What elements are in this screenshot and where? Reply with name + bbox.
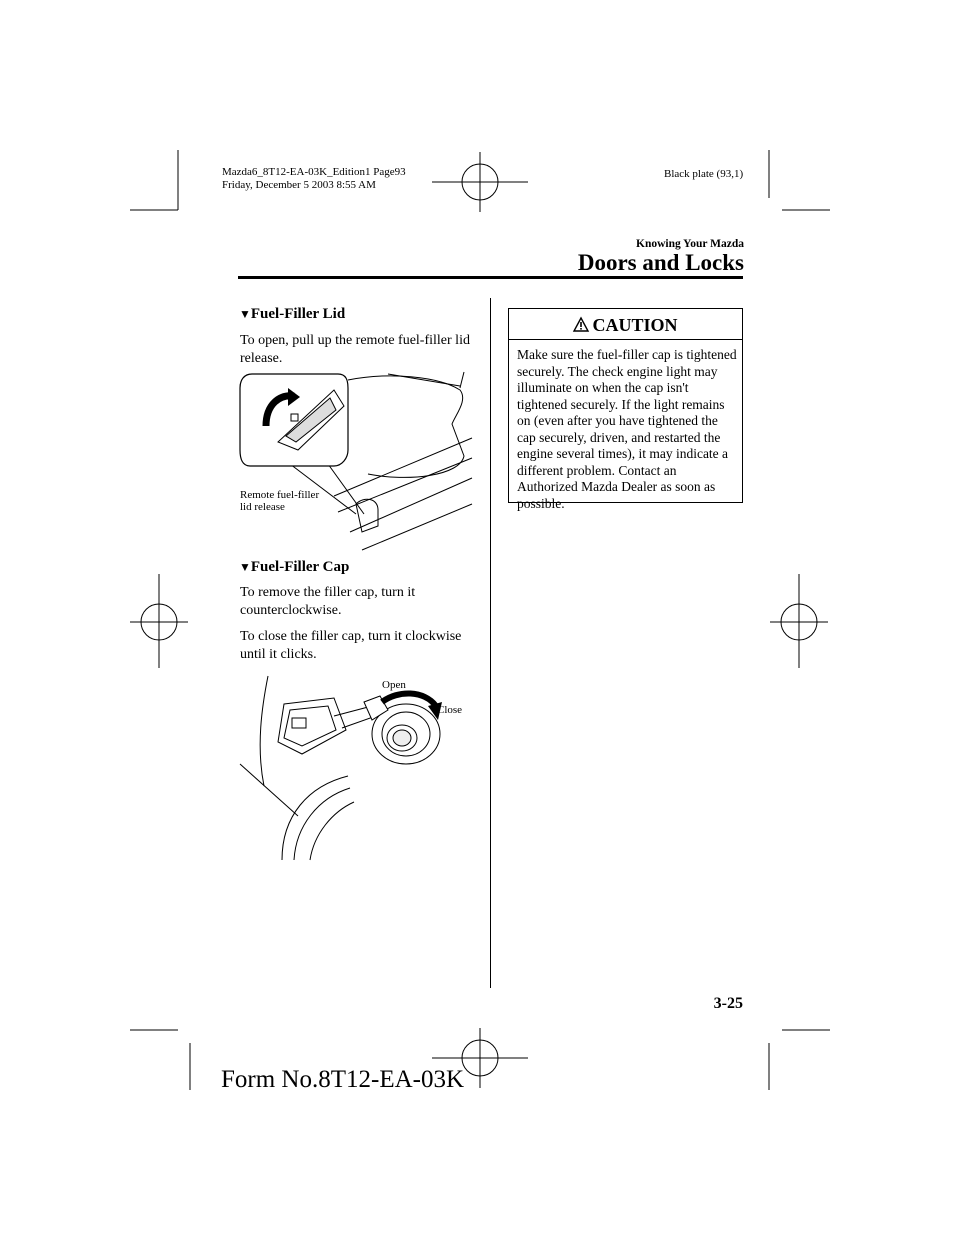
cap-heading-text: Fuel-Filler Cap bbox=[250, 559, 350, 575]
open-label: Open bbox=[382, 679, 406, 691]
warning-triangle-icon bbox=[573, 317, 589, 332]
registration-target-left bbox=[130, 574, 188, 668]
lid-release-detail-view bbox=[240, 374, 348, 466]
close-label: Close bbox=[437, 704, 463, 716]
triangle-bullet-icon: ▼ bbox=[239, 560, 251, 574]
section-category: Knowing Your Mazda bbox=[636, 238, 744, 250]
lid-release-label-line1: Remote fuel-filler bbox=[240, 489, 320, 501]
lid-release-label bbox=[240, 489, 319, 513]
column-divider bbox=[490, 298, 491, 988]
black-plate-label: Black plate (93,1) bbox=[664, 168, 744, 180]
form-number: Form No.8T12-EA-03K bbox=[221, 1066, 465, 1093]
lid-heading bbox=[239, 306, 345, 323]
fuel-filler-lid-illustration bbox=[238, 366, 474, 550]
caution-box bbox=[508, 308, 743, 511]
lid-release-label-line2: lid release bbox=[240, 501, 285, 513]
print-metadata bbox=[222, 166, 406, 192]
lid-heading-text: Fuel-Filler Lid bbox=[250, 306, 346, 322]
print-meta-line1: Mazda6_8T12-EA-03K_Edition1 Page93 bbox=[222, 166, 406, 178]
registration-target-top bbox=[432, 152, 528, 212]
triangle-bullet-icon: ▼ bbox=[239, 307, 251, 321]
header-rule bbox=[238, 276, 743, 279]
cap-remove-instructions: To remove the filler cap, turn it counterclockwise. bbox=[240, 585, 416, 618]
caution-title: CAUTION bbox=[592, 315, 678, 335]
cap-close-instructions: To close the filler cap, turn it clockwise until it clicks. bbox=[240, 629, 462, 662]
cap-heading bbox=[239, 559, 349, 576]
registration-target-right bbox=[770, 574, 828, 668]
page-number: 3-25 bbox=[713, 995, 743, 1012]
print-meta-line2: Friday, December 5 2003 8:55 AM bbox=[222, 179, 376, 191]
fuel-pump-icon bbox=[291, 414, 298, 421]
lid-instructions: To open, pull up the remote fuel-filler lid release. bbox=[240, 333, 470, 366]
page-title: Doors and Locks bbox=[577, 250, 744, 275]
caution-header bbox=[509, 309, 742, 340]
caution-text: Make sure the fuel-filler cap is tightened securely. The check engine light may illuminate on when the cap isn't tightened securely. If the light remains on (even after you have tightened the cap securely, driven, and restarted the engine several times), it may indicate a different problem. Contact an Authorized Mazda Dealer as soon as possible. bbox=[517, 347, 737, 511]
